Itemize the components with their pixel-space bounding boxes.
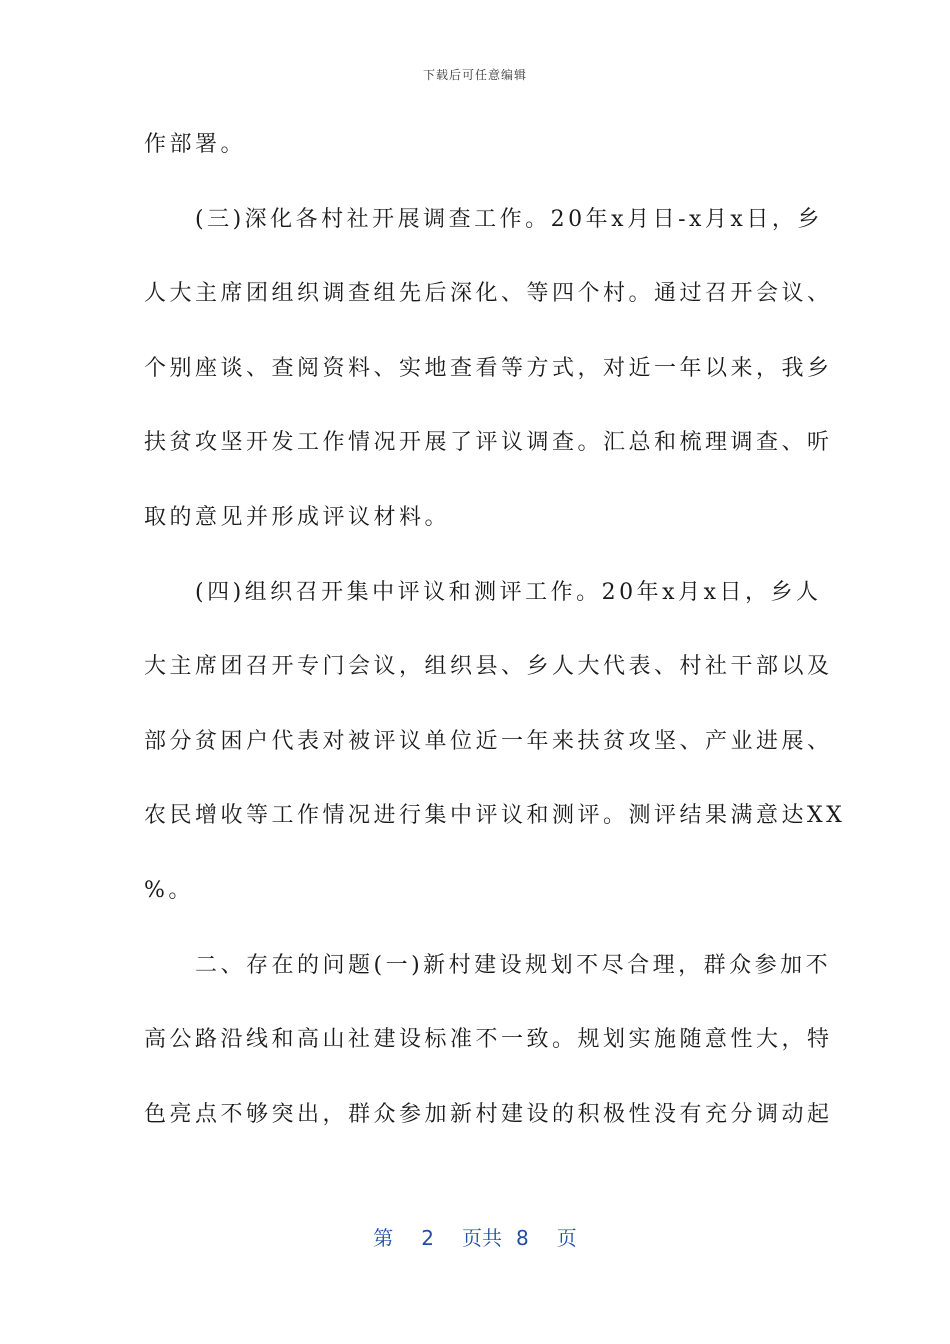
footer-middle: 页共 — [462, 1226, 502, 1250]
text-line: 二、存在的问题(一)新村建设规划不尽合理，群众参加不 — [144, 952, 832, 978]
text-line: 大主席团召开专门会议，组织县、乡人大代表、村社干部以及 — [144, 654, 833, 680]
text-line: 高公路沿线和高山社建设标准不一致。规划实施随意性大，特 — [144, 1027, 833, 1053]
text-line: %。 — [144, 877, 194, 903]
page-footer — [0, 1222, 950, 1251]
text-line: 部分贫困户代表对被评议单位近一年来扶贫攻坚、产业进展、 — [144, 728, 833, 754]
text-line: 个别座谈、查阅资料、实地查看等方式，对近一年以来，我乡 — [144, 355, 833, 381]
text-line: 农民增收等工作情况进行集中评议和测评。测评结果满意达XX — [144, 803, 846, 829]
total-pages-number: 8 — [516, 1226, 529, 1250]
text-line: (三)深化各村社开展调查工作。20年x月日-x月x日，乡 — [144, 206, 823, 232]
text-line: (四)组织召开集中评议和测评工作。20年x月x日，乡人 — [144, 579, 822, 605]
text-line: 色亮点不够突出，群众参加新村建设的积极性没有充分调动起 — [144, 1101, 833, 1127]
text-line: 人大主席团组织调查组先后深化、等四个村。通过召开会议、 — [144, 281, 833, 307]
document-body — [144, 115, 846, 1159]
text-line: 扶贫攻坚开发工作情况开展了评议调查。汇总和梳理调查、听 — [144, 430, 833, 456]
footer-suffix: 页 — [556, 1226, 577, 1250]
current-page-number: 2 — [421, 1226, 434, 1250]
text-line: 取的意见并形成评议材料。 — [144, 504, 451, 530]
text-line: 作部署。 — [144, 132, 247, 157]
footer-prefix: 第 — [373, 1226, 394, 1250]
header-note: 下载后可任意编辑 — [422, 68, 527, 82]
